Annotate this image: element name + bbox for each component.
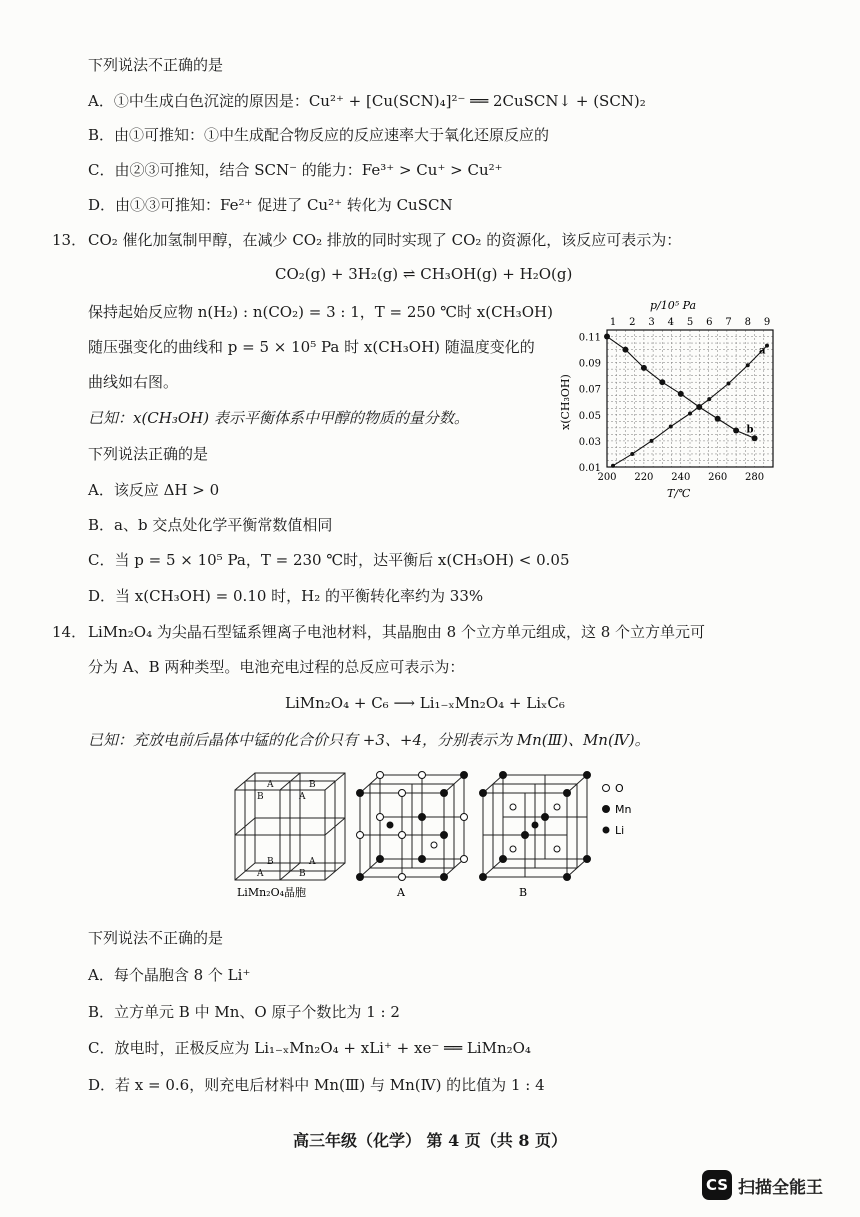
point-a: [765, 344, 769, 348]
q13-prompt: 下列说法正确的是: [88, 445, 209, 463]
point-a: [746, 363, 750, 367]
legend-o: O: [615, 782, 624, 795]
fig-label-limn2o4: LiMn₂O₄晶胞: [237, 886, 307, 899]
q14-option-a: A．每个晶胞含 8 个 Li⁺: [88, 966, 251, 984]
chart-x-axis-label: T/℃: [667, 487, 691, 500]
q12-option-b: B．由①可推知：①中生成配合物反应的反应速率大于氧化还原反应的: [88, 126, 550, 144]
legend-li: Li: [615, 824, 625, 837]
q13-option-b: B．a、b 交点处化学平衡常数值相同: [88, 516, 333, 534]
q13-option-c: C．当 p = 5 × 10⁵ Pa，T = 230 ℃时，达平衡后 x(CH₃OH) < 0.05: [88, 551, 570, 569]
point-a: [669, 425, 673, 429]
point-a: [650, 439, 654, 443]
crystal-figure: [225, 765, 655, 900]
y-tick-label: 0.01: [578, 463, 601, 474]
methanol-chart: [555, 295, 795, 500]
y-tick-label: 0.11: [578, 332, 601, 344]
y-tick-label: 0.05: [578, 410, 601, 422]
q12-option-d: D．由①③可推知：Fe²⁺ 促进了 Cu²⁺ 转化为 CuSCN: [88, 196, 453, 214]
x-tick-label: 220: [634, 472, 654, 483]
q14-number: 14．: [52, 623, 87, 641]
cell-letter: A: [257, 869, 264, 879]
x2-tick-label: 9: [763, 317, 771, 328]
x2-tick-label: 4: [667, 317, 674, 328]
page-footer: 高三年级（化学） 第 4 页（共 8 页）: [292, 1131, 568, 1150]
q14-stem2: 分为 A、B 两种类型。电池充电过程的总反应可表示为：: [88, 658, 465, 676]
series-label-a: a: [759, 345, 766, 357]
legend-mn: Mn: [615, 803, 632, 816]
point-b: [641, 365, 647, 371]
x-tick-label: 280: [745, 472, 765, 483]
watermark-text: 扫描全能王: [738, 1177, 823, 1198]
point-a: [688, 412, 692, 416]
x-tick-label: 240: [671, 472, 691, 483]
x-tick-label: 200: [597, 472, 617, 483]
legend-mn-marker: [603, 806, 610, 813]
fig-label-a: A: [397, 886, 405, 899]
x2-tick-label: 8: [744, 317, 751, 328]
point-b: [678, 391, 684, 397]
point-a: [707, 397, 711, 401]
q14-option-b: B．立方单元 B 中 Mn、O 原子个数比为 1 : 2: [88, 1003, 400, 1021]
x2-tick-label: 3: [648, 317, 655, 328]
x2-tick-label: 6: [706, 317, 713, 328]
q14-prompt: 下列说法不正确的是: [88, 929, 224, 947]
fig-label-b: B: [519, 886, 528, 899]
x2-tick-label: 2: [629, 317, 636, 328]
x2-tick-label: 5: [686, 317, 694, 328]
series-label-b: b: [746, 424, 754, 436]
point-b: [715, 416, 721, 422]
cell-letter: B: [299, 869, 306, 879]
point-b: [696, 404, 702, 410]
q13-desc1: 保持起始反应物 n(H₂) : n(CO₂) = 3 : 1，T = 250 ℃时 x(CH₃OH): [88, 303, 553, 321]
q13-known: 已知：x(CH₃OH) 表示平衡体系中甲醇的物质的量分数。: [88, 409, 469, 427]
q13-desc3: 曲线如右图。: [88, 373, 179, 391]
cell-letter: B: [257, 792, 264, 802]
x-tick-label: 260: [708, 472, 728, 483]
q13-number: 13．: [52, 231, 87, 249]
q13-desc2: 随压强变化的曲线和 p = 5 × 10⁵ Pa 时 x(CH₃OH) 随温度变化的: [88, 338, 535, 356]
point-b: [659, 379, 665, 385]
limn2o4-cell: [235, 773, 345, 880]
q12-option-a: A．①中生成白色沉淀的原因是：Cu²⁺ + [Cu(SCN)₄]²⁻ ══ 2CuSCN↓ + (SCN)₂: [88, 92, 646, 110]
q12-option-c: C．由②③可推知，结合 SCN⁻ 的能力：Fe³⁺ > Cu⁺ > Cu²⁺: [88, 161, 503, 179]
q14-option-d: D．若 x = 0.6，则充电后材料中 Mn(Ⅲ) 与 Mn(Ⅳ) 的比值为 1 : 4: [88, 1076, 545, 1094]
q13-option-a: A．该反应 ΔH > 0: [88, 481, 220, 499]
cell-letter: A: [309, 857, 316, 867]
legend-o-marker: [603, 785, 610, 792]
q14-option-c: C．放电时，正极反应为 Li₁₋ₓMn₂O₄ + xLi⁺ + xe⁻ ══ LiMn₂O₄: [88, 1039, 531, 1057]
q12-prompt: 下列说法不正确的是: [88, 56, 224, 74]
chart-y-axis-label: x(CH₃OH): [559, 374, 572, 430]
atom-legend: [603, 782, 632, 837]
point-b: [604, 334, 610, 340]
chart-top-axis-label: p/10⁵ Pa: [650, 299, 697, 312]
y-tick-label: 0.07: [578, 384, 601, 396]
point-b: [622, 347, 628, 353]
point-b: [752, 435, 758, 441]
cs-logo-icon: CS: [702, 1170, 732, 1200]
q13-equation: CO₂(g) + 3H₂(g) ⇌ CH₃OH(g) + H₂O(g): [275, 265, 573, 283]
y-tick-label: 0.09: [578, 358, 601, 370]
cell-letter: B: [309, 780, 316, 790]
point-a: [611, 464, 615, 468]
cell-letter: A: [299, 792, 306, 802]
point-b: [733, 427, 739, 433]
q13-option-d: D．当 x(CH₃OH) = 0.10 时，H₂ 的平衡转化率约为 33%: [88, 587, 484, 605]
q14-equation: LiMn₂O₄ + C₆ ⟶ Li₁₋ₓMn₂O₄ + LiₓC₆: [285, 694, 565, 712]
point-a: [727, 381, 731, 385]
scanner-watermark: [702, 1170, 823, 1200]
point-a: [630, 452, 634, 456]
legend-li-marker: [603, 827, 609, 833]
y-tick-label: 0.03: [578, 436, 601, 448]
x2-tick-label: 7: [725, 317, 732, 328]
q13-stem: CO₂ 催化加氢制甲醇，在减少 CO₂ 排放的同时实现了 CO₂ 的资源化，该反应可表示为：: [88, 231, 682, 249]
q14-stem1: LiMn₂O₄ 为尖晶石型锰系锂离子电池材料，其晶胞由 8 个立方单元组成，这 8 个立方单元可: [88, 623, 706, 641]
chart-grid: [607, 330, 773, 467]
cell-letter: A: [267, 780, 274, 790]
q14-known: 已知：充放电前后晶体中锰的化合价只有 +3、+4，分别表示为 Mn(Ⅲ)、Mn(Ⅳ)。: [88, 731, 650, 749]
cell-letter: B: [267, 857, 274, 867]
x2-tick-label: 1: [609, 317, 617, 328]
unit-a: [360, 775, 464, 877]
